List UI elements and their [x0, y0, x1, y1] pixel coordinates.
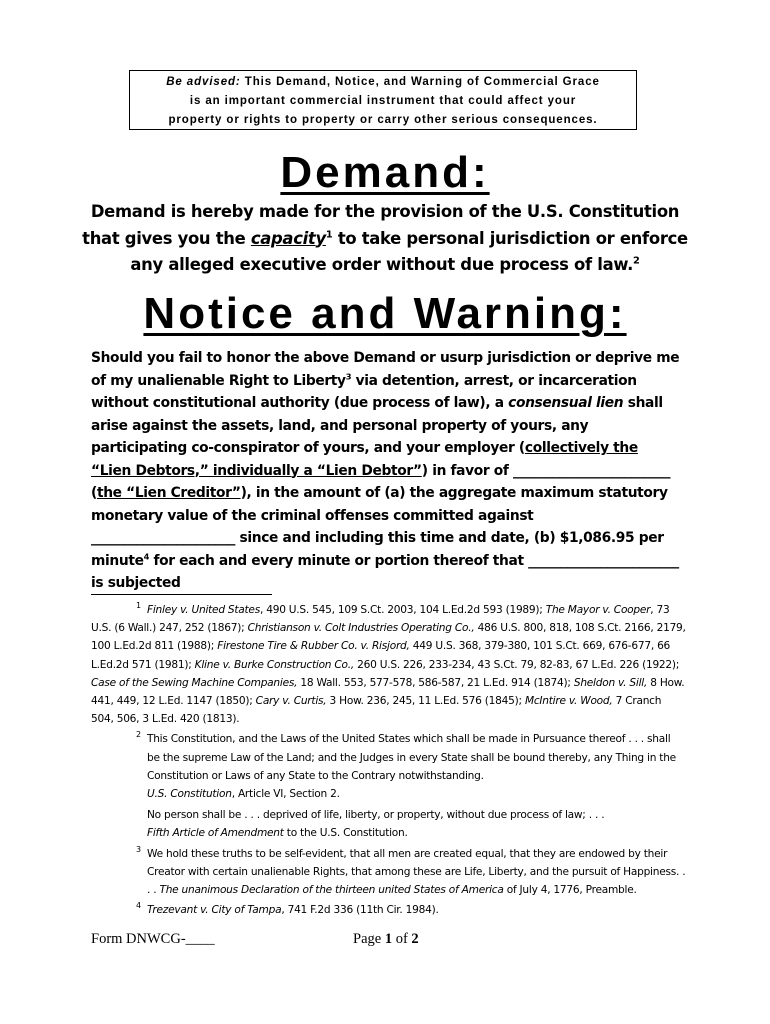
notice-paragraph: Should you fail to honor the above Demand or usurp jurisdiction or deprive me of my unalienable Right to Liberty$^3$ via detention, arrest, or incarceration without constitutional authority (due process of law), a consensual lien shall arise against the assets, land, and personal property of yours, any participating co-conspirator of yours, and your employer (collectively the “Lien Debtors,” individually a “Lien Debtor”) in favor of ________________________ (the “Lien Creditor”), in the amount of (a) the aggregate maximum statutory monetary value of the criminal offenses committed against ______________________ since and including this time and date, (b) $1,086.95 per minute$^4$ for each and every minute or portion thereof that _______________________ is subjected — [91, 350, 680, 591]
page-footer — [91, 931, 691, 953]
footnote-1: 1 Finley v. United States, 490 U.S. 545, 109 S.Ct. 2003, 104 L.Ed.2d 593 (1989); The Mayor v. Cooper, 73 U.S. (6 Wall.) 247, 252 (1867); Christianson v. Colt Industries Operating Co., 486 U.S. 800, 818, 108 S.Ct. 2166, 2179, 100 L.Ed.2d 811 (1988); Firestone Tire & Rubber Co. v. Risjord, 449 U.S. 368, 379-380, 101 S.Ct. 669, 676-677, 66 L.Ed.2d 571 (1981); Kline v. Burke Construction Co., 260 U.S. 226, 233-234, 43 S.Ct. 79, 82-83, 67 L.Ed. 226 (1922); Case of the Sewing Machine Companies, 18 Wall. 553, 577-578, 586-587, 21 L.Ed. 914 (1874); Sheldon v. Sill, 8 How. 441, 449, 12 L.Ed. 1147 (1850); Cary v. Curtis, 3 How. 236, 245, 11 L.Ed. 576 (1845); McIntire v. Wood, 7 Cranch 504, 506, 3 L.Ed. 420 (1813). — [91, 601, 686, 728]
footnote-2-number: 2 — [136, 730, 141, 740]
lien-debtors-term: collectively the “Lien Debtors,” individually a “Lien Debtor” — [91, 440, 638, 479]
footnote-2-quote-1: This Constitution, and the Laws of the United States which shall be made in Pursuance thereof . . . shall be the supreme Law of the Land; and the Judges in every State shall be bound thereby, any Thing in the Constitution or Laws of any State to the Contrary notwithstanding. — [147, 733, 676, 782]
footnote-ref-3: 3 — [345, 370, 352, 381]
notice-heading: Notice and Warning: — [143, 289, 627, 338]
footnote-1-number: 1 — [136, 601, 141, 610]
footnote-ref-1: 1 — [325, 229, 333, 241]
footnote-3-number: 3 — [136, 844, 141, 854]
footnote-2 — [91, 730, 686, 842]
footnote-2-cite-1: U.S. Constitution, Article VI, Section 2. — [147, 788, 340, 801]
footnote-ref-4: 4 — [143, 550, 150, 561]
form-identifier: Form DNWCG-____ — [91, 931, 215, 947]
advisory-notice-box — [129, 70, 637, 130]
lien-creditor-term: the “Lien Creditor” — [96, 485, 241, 501]
footnote-2-cite-2: Fifth Article of Amendment to the U.S. Constitution. — [147, 827, 408, 840]
advisory-line-1 — [130, 73, 636, 92]
footnotes-section — [91, 601, 686, 919]
footnote-2-quote-2: No person shall be . . . deprived of life, liberty, or property, without due process of law; . . . — [147, 809, 605, 822]
footnote-4: 4 Trezevant v. City of Tampa, 741 F.2d 336 (11th Cir. 1984). — [91, 901, 686, 919]
advisory-line-2: is an important commercial instrument that could affect your — [189, 95, 577, 107]
footnote-3: 3 We hold these truths to be self-evident, that all men are created equal, that they are endowed by their Creator with certain unalienable Rights, that among these are Life, Liberty, and the pursuit of Happiness. . . . The unanimous Declaration of the thirteen united States of America of July 4, 1776, Preamble. — [91, 845, 686, 900]
advisory-text-1: This Demand, Notice, and Warning of Commercial Grace — [244, 76, 600, 88]
footnote-4-number: 4 — [136, 901, 141, 911]
demand-heading: Demand: — [280, 148, 490, 197]
consensual-lien-term: consensual lien — [508, 395, 624, 411]
advisory-lead: Be advised: — [166, 76, 241, 88]
footnote-divider — [91, 594, 272, 595]
demand-paragraph: Demand is hereby made for the provision of the U.S. Constitution that gives you the capacity$^1$ to take personal jurisdiction or enforce any alleged executive order without due process of law.$^2$ — [82, 202, 688, 274]
footnote-ref-2: 2 — [633, 255, 640, 267]
capacity-term: capacity — [250, 228, 326, 248]
page-number: Page 1 of 2 — [353, 931, 419, 947]
advisory-line-3: property or rights to property or carry other serious consequences. — [168, 114, 598, 126]
